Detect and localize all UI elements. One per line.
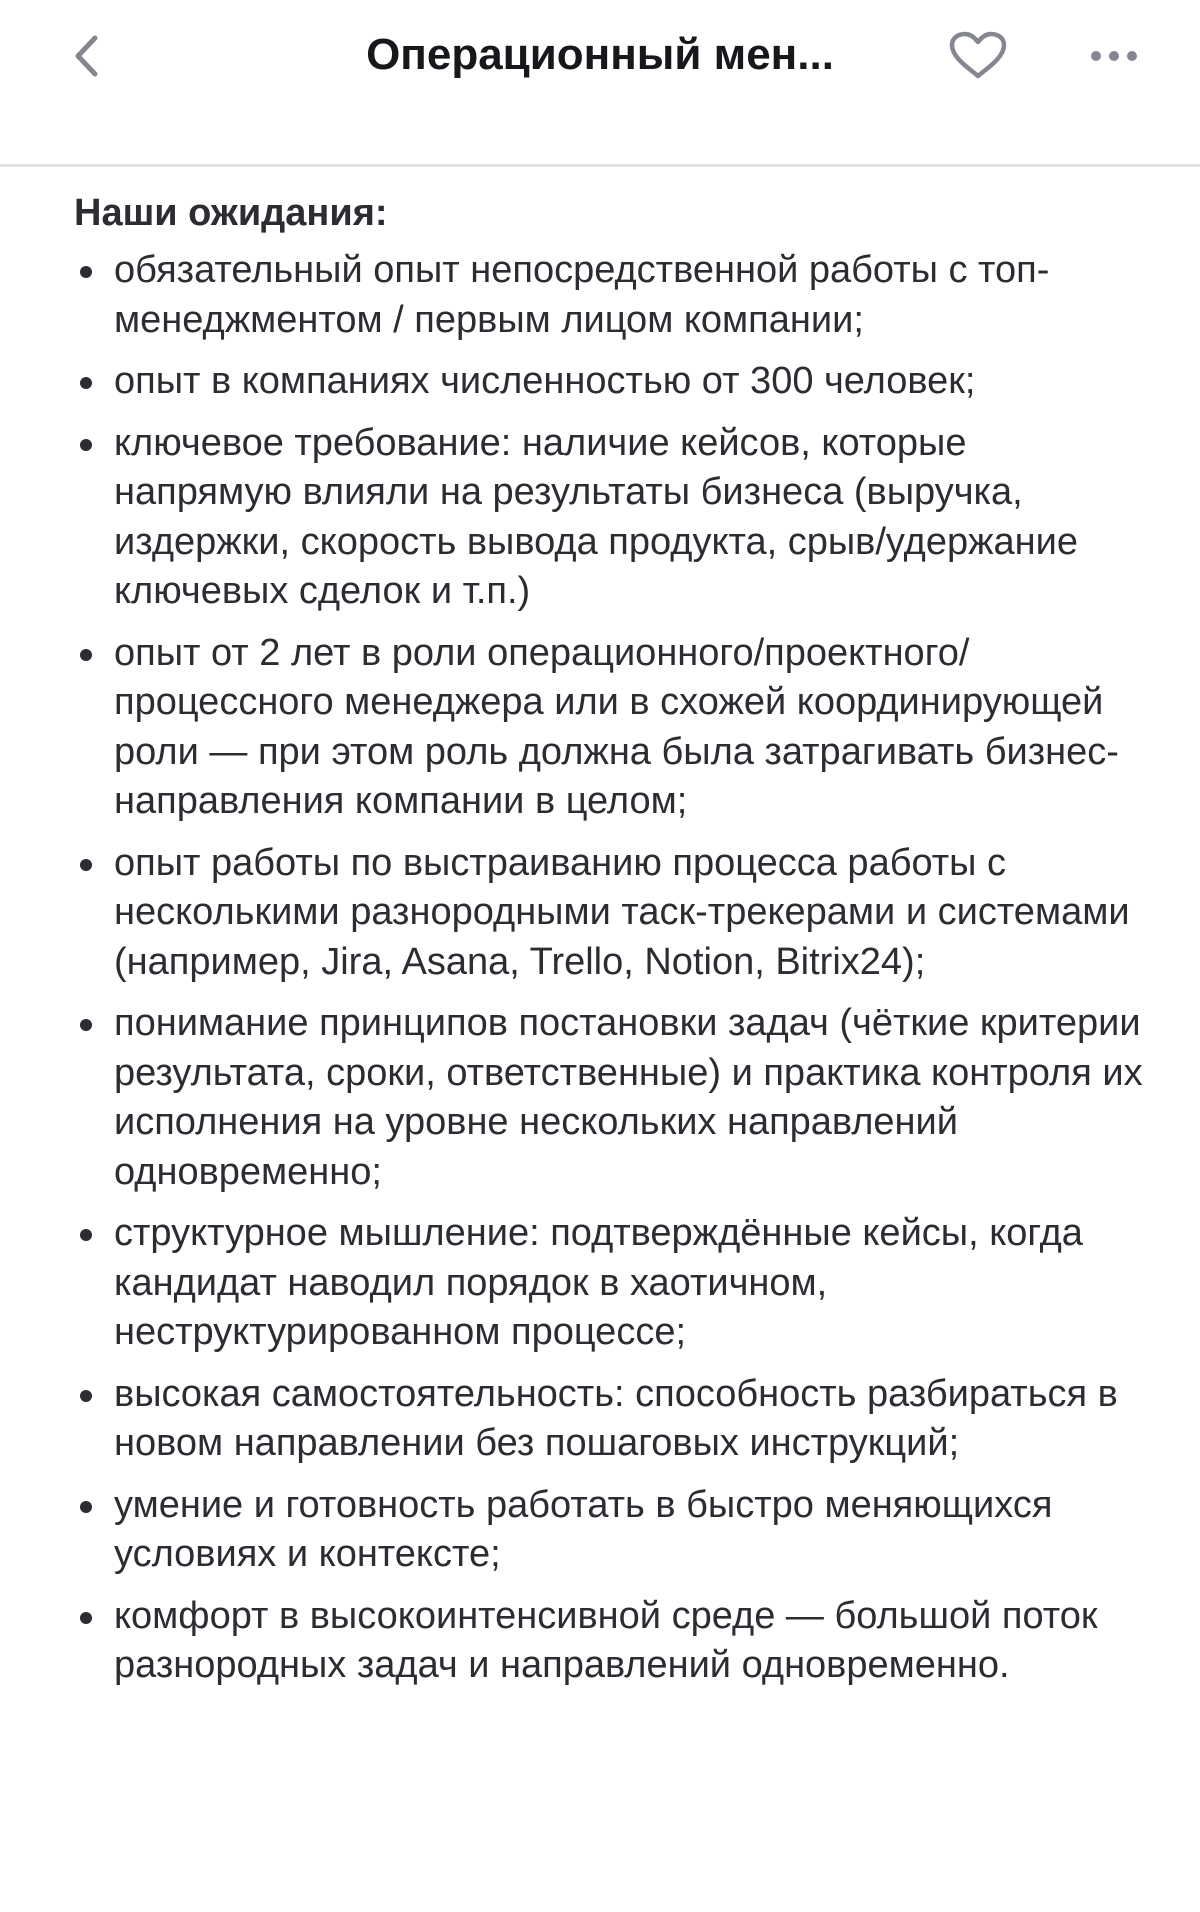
list-item-text: опыт работы по выстраиванию процесса работы с несколькими разнородными таск-трекерами и системами (например, Jira, Asana, Trello, Notion, Bitrix24); [114, 841, 1130, 983]
list-item [74, 246, 1144, 345]
list-item [74, 1592, 1144, 1691]
bullet-icon [80, 859, 92, 871]
more-horizontal-icon [1089, 49, 1139, 63]
bullet-icon [80, 1612, 92, 1624]
list-item-text: обязательный опыт непосредственной работы с топ-менеджментом / первым лицом компании; [114, 249, 1050, 341]
back-button[interactable] [60, 28, 112, 84]
list-item [74, 419, 1144, 617]
chevron-left-icon [71, 33, 101, 79]
list-item-text: высокая самостоятельность: способность разбираться в новом направлении без пошаговых инструкций; [114, 1372, 1118, 1464]
heart-icon [948, 31, 1008, 81]
list-item-text: ключевое требование: наличие кейсов, которые напрямую влияли на результаты бизнеса (выручка, издержки, скорость вывода продукта, срыв/удержание ключевых сделок и т.п.) [114, 421, 1079, 612]
section-heading: Наши ожидания: [74, 192, 388, 234]
list-item [74, 999, 1144, 1197]
more-options-button[interactable] [1082, 28, 1146, 84]
list-item-text: опыт в компаниях численностью от 300 человек; [114, 360, 976, 402]
bullet-icon [80, 377, 92, 389]
bullet-icon [80, 1501, 92, 1513]
bullet-icon [80, 649, 92, 661]
list-item-text: умение и готовность работать в быстро меняющихся условиях и контексте; [114, 1483, 1053, 1575]
list-item-text: структурное мышление: подтверждённые кейсы, когда кандидат наводил порядок в хаотичном, неструктурированном процессе; [114, 1212, 1083, 1353]
list-item-text: понимание принципов постановки задач (чёткие критерии результата, сроки, ответственные) и практика контроля их исполнения на уровне нескольких направлений одновременно; [114, 1002, 1143, 1193]
list-item [74, 839, 1144, 988]
list-item [74, 1481, 1144, 1580]
list-item [74, 1209, 1144, 1358]
favorite-button[interactable] [944, 28, 1012, 84]
requirements-list [74, 246, 1144, 1691]
bullet-icon [80, 266, 92, 278]
list-item-text: опыт от 2 лет в роли операционного/проектного/ процессного менеджера или в схожей координирующей роли — при этом роль должна была затрагивать бизнес-направления компании в целом; [114, 631, 1119, 822]
bullet-icon [80, 439, 92, 451]
list-item-text: комфорт в высокоинтенсивной среде — большой поток разнородных задач и направлений одновременно. [114, 1594, 1098, 1686]
list-item [74, 357, 1144, 407]
bullet-icon [80, 1019, 92, 1031]
list-item [74, 1370, 1144, 1469]
page-title: Операционный мен... [366, 30, 834, 79]
top-app-bar [0, 0, 1200, 167]
vacancy-requirements-section [74, 184, 1144, 1703]
bullet-icon [80, 1229, 92, 1241]
bullet-icon [80, 1390, 92, 1402]
list-item [74, 629, 1144, 827]
